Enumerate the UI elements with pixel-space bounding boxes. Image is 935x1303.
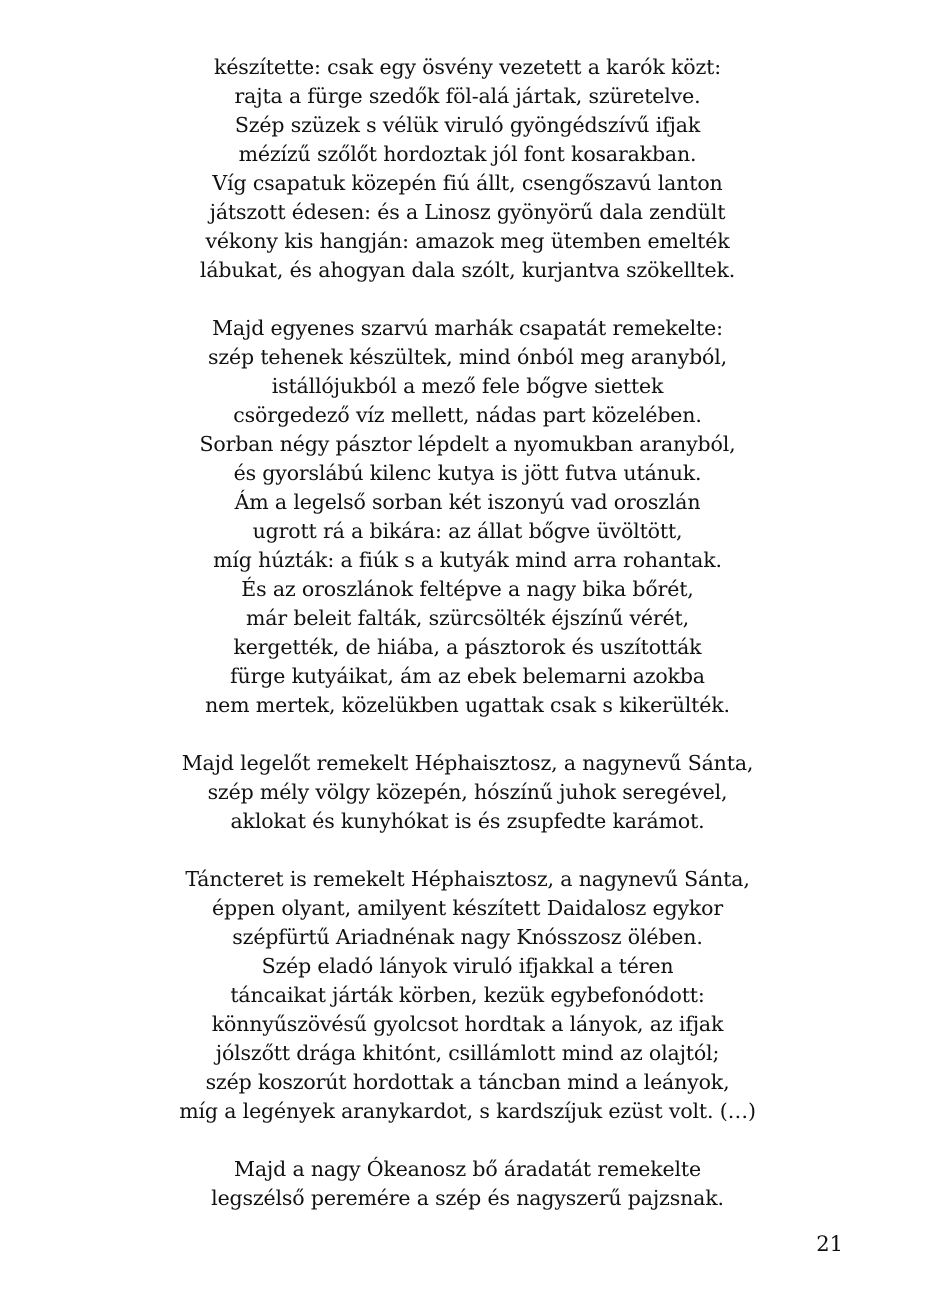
- stanza-ocean: [0, 1155, 935, 1213]
- stanza-dance-floor: [0, 865, 935, 1126]
- poem-line: istállójukból a mező fele bőgve siettek: [271, 374, 664, 398]
- poem-line: táncaikat járták körben, kezük egybefonódott:: [230, 983, 705, 1007]
- poem-line: szép koszorút hordottak a táncban mind a leányok,: [205, 1070, 730, 1094]
- poem-line: Víg csapatuk közepén fiú állt, csengőszavú lanton: [212, 171, 723, 195]
- poem-line: már beleit falták, szürcsölték éjszínű vérét,: [246, 606, 689, 630]
- poem-line: Majd a nagy Ókeanosz bő áradatát remekelte: [233, 1157, 702, 1181]
- poem-line: Majd legelőt remekelt Héphaisztosz, a nagynevű Sánta,: [181, 751, 754, 775]
- poem-line: készítette: csak egy ösvény vezetett a karók közt:: [214, 55, 721, 79]
- poem-line: vékony kis hangján: amazok meg ütemben emelték: [205, 229, 730, 253]
- poem-line: Ám a legelső sorban két iszonyú vad oroszlán: [234, 490, 701, 514]
- poem-line: kergették, de hiába, a pásztorok és uszították: [233, 635, 702, 659]
- poem-line: Szép eladó lányok viruló ifjakkal a téren: [261, 954, 674, 978]
- poem-line: lábukat, és ahogyan dala szólt, kurjantva szökelltek.: [199, 258, 736, 282]
- poem-line: mézízű szőlőt hordoztak jól font kosarakban.: [238, 142, 697, 166]
- poem-line: jólszőtt drága khitónt, csillámlott mind az olajtól;: [215, 1041, 720, 1065]
- poem-line: fürge kutyáikat, ám az ebek belemarni azokba: [230, 664, 705, 688]
- poem-line: könnyűszövésű gyolcsot hordtak a lányok, az ifjak: [211, 1012, 724, 1036]
- poem-line: játszott édesen: és a Linosz gyönyörű dala zendült: [209, 200, 726, 224]
- poem-line: Szép szüzek s vélük viruló gyöngédszívű ifjak: [234, 113, 701, 137]
- poem-line: és gyorslábú kilenc kutya is jött futva utánuk.: [233, 461, 702, 485]
- poem-line: És az oroszlánok feltépve a nagy bika bőrét,: [241, 577, 694, 601]
- poem-line: szépfürtű Ariadnénak nagy Knósszosz ölében.: [232, 925, 703, 949]
- poem-line: aklokat és kunyhókat is és zsupfedte karámot.: [230, 809, 705, 833]
- poem-line: szép tehenek készültek, mind ónból meg aranyból,: [207, 345, 728, 369]
- poem-line: ugrott rá a bikára: az állat bőgve üvöltött,: [252, 519, 683, 543]
- poem-line: rajta a fürge szedők föl-alá jártak, szüretelve.: [234, 84, 701, 108]
- poem-line: szép mély völgy közepén, hószínű juhok seregével,: [207, 780, 728, 804]
- poem-text: [0, 53, 935, 1242]
- poem-line: Sorban négy pásztor lépdelt a nyomukban aranyból,: [199, 432, 736, 456]
- poem-line: legszélső peremére a szép és nagyszerű pajzsnak.: [211, 1186, 724, 1210]
- poem-line: Majd egyenes szarvú marhák csapatát remekelte:: [212, 316, 723, 340]
- poem-line: míg húzták: a fiúk s a kutyák mind arra rohantak.: [213, 548, 722, 572]
- stanza-pasture: [0, 749, 935, 836]
- poem-line: míg a legények aranykardot, s kardszíjuk ezüst volt. (…): [179, 1099, 756, 1123]
- poem-line: nem mertek, közelükben ugattak csak s kikerülték.: [205, 693, 730, 717]
- page-number: 21: [816, 1232, 843, 1256]
- stanza-vineyard: [0, 53, 935, 285]
- stanza-cattle: [0, 314, 935, 720]
- poem-line: Táncteret is remekelt Héphaisztosz, a nagynevű Sánta,: [185, 867, 750, 891]
- poem-line: csörgedező víz mellett, nádas part közelében.: [233, 403, 702, 427]
- poem-line: éppen olyant, amilyent készített Daidalosz egykor: [212, 896, 723, 920]
